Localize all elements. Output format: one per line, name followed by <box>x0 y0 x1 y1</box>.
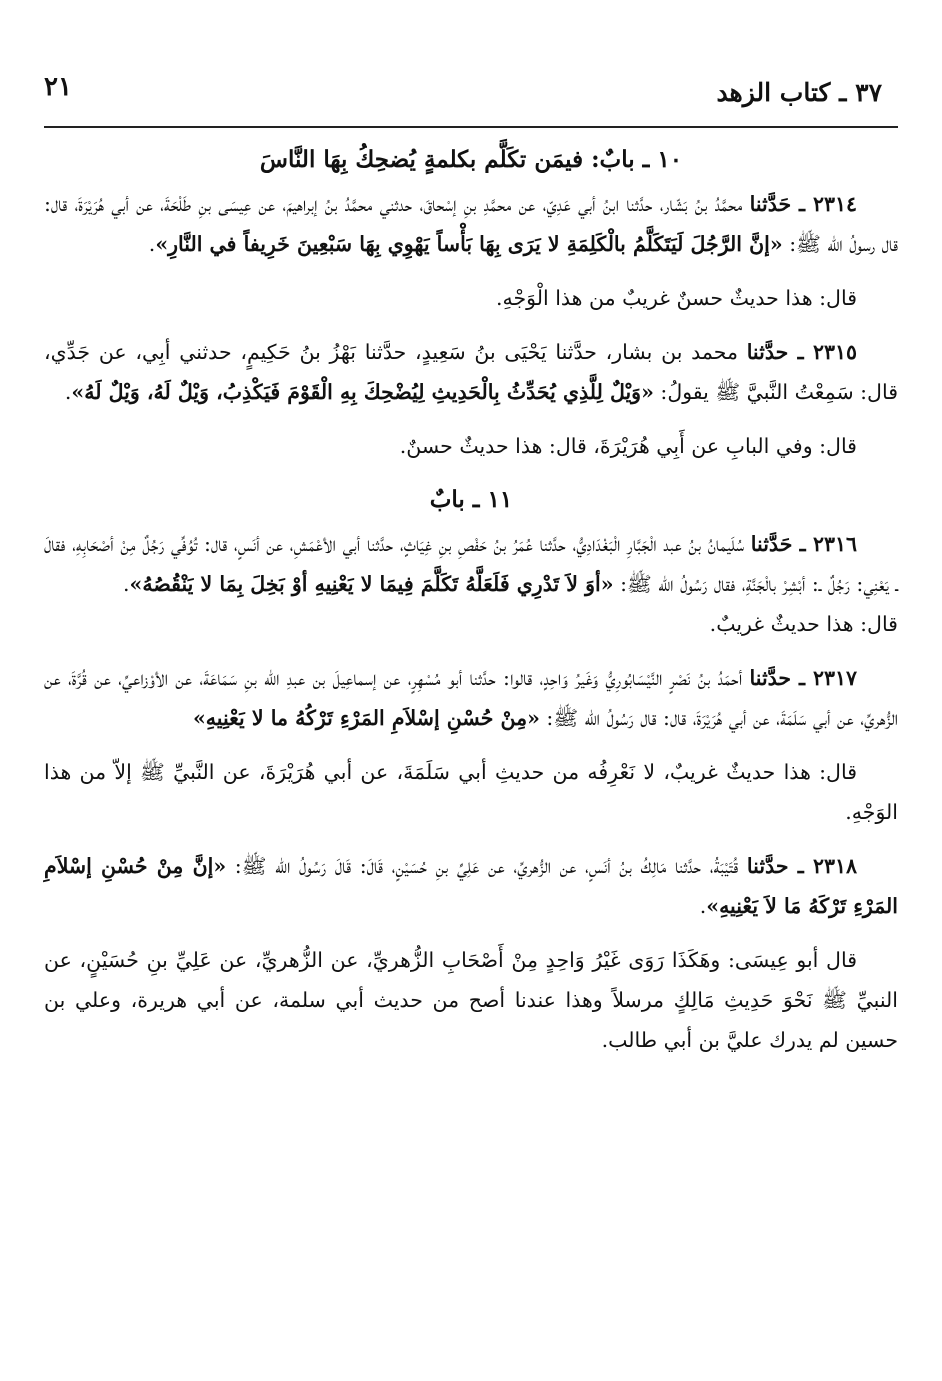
page-number: ٢١ <box>44 72 72 102</box>
hadith-end: . <box>148 232 156 256</box>
hadith-matn: «إنَّ الرَّجُلَ لَيَتَكَلَّمُ بالْكَلِمَةِ لا يَرَى بِهَا بَأْساً يَهْوِي بِهَا سَبْعِينَ خَرِيفاً في النَّارِ» <box>155 232 783 256</box>
hadith-end: . <box>699 894 707 918</box>
hadith-isnad: أحمَدُ بنُ نَصْرٍ النَّيْسَابُورِيُّ وَغَيرُ وَاحِدٍ، قالوا: حدَّثنا أبو مُسْهِرٍ، عن إسماعِيلَ بن عبدِ الله بنِ سَمَاعَةَ، عن الأوْزاعيِّ، عن قُرَّةَ، عن الزُّهريِّ، عن أبي سَلَمَةَ، عن أبي هُرَيْرَةَ، قال: قال رَسُولُ الله ﷺ: <box>44 666 898 730</box>
hadith-end: . <box>64 380 72 404</box>
hadith-2314 <box>44 184 898 264</box>
hadith-number: ٢٣١٤ ـ حَدَّثنا <box>749 192 857 216</box>
hadith-isnad: محمد بن بشار، حدَّثنا يَحْيَى بنُ سَعِيدٍ، حدَّثنا بَهْزُ بنُ حَكِيمٍ، حدثني أبِي، عن جَدِّي، قال: سَمِعْتُ النَّبيَّ ﷺ يقولُ: <box>44 340 898 404</box>
hadith-number: ٢٣١٨ ـ حدَّثنا <box>746 854 857 878</box>
hadith-2318-note: قال أبو عِيسَى: وهَكَذَا رَوَى غَيْرُ وَاحِدٍ مِنْ أَصْحَابِ الزُّهريِّ، عن الزُّهريِّ، عن عَلِيِّ بنِ حُسَيْنٍ، عن النبيِّ ﷺ نَحْوَ حَدِيثِ مَالِكٍ مرسلاً وهذا عندنا أصح من حديث أبي سلمة، عن أبي هريرة، وعلي بن حسين لم يدرك عليَّ بن أبي طالب. <box>44 948 898 1052</box>
hadith-2317 <box>44 658 898 738</box>
hadith-2315-note: قال: وفي البابِ عن أَبِي هُرَيْرَةَ، قال: هذا حديثٌ حسنٌ. <box>399 434 857 458</box>
hadith-2318 <box>44 846 898 926</box>
hadith-2314-note: قال: هذا حديثٌ حسنٌ غريبٌ من هذا الْوَجْهِ. <box>496 286 857 310</box>
hadith-isnad: قُتَيْبَةُ، حدَّثنا مَالِكُ بنُ أنَسٍ، عن الزُّهريِّ، عن عَلِيِّ بنِ حُسَيْنٍ، قَالَ: قَالَ رَسُولُ الله ﷺ: <box>226 854 747 878</box>
chapter-heading-10: ١٠ ـ بابٌ: فيمَن تكَلَّم بكلمةٍ يُضحِكُ بِهَا النَّاسَ <box>259 146 683 173</box>
hadith-matn: «إنَّ مِنْ حُسْنِ إسْلاَمِ المَرْءِ تَرْكَهُ مَا لاَ يَعْنِيهِ» <box>44 854 898 918</box>
hadith-isnad: محمَّدُ بنُ بَشّار، حدَّثنا ابنُ أبي عَدِيّ، عن محمَّدِ بنِ إسْحاقَ، حدثني محمَّدُ بنُ إبراهيمَ، عن عِيسَى بنِ طَلْحَةَ، عن أبي هُرَيْرَةَ، قال: قال رسولُ الله ﷺ: <box>44 192 898 256</box>
hadith-2317-note: قال: هذا حديثٌ غريبٌ، لا نَعْرِفُه من حديثِ أبي سَلَمَةَ، عن أبي هُرَيْرَةَ، عن النَّبيِّ ﷺ إلاّ من هذا الوَجْهِ. <box>44 760 898 824</box>
hadith-matn: «مِنْ حُسْنِ إسْلاَمِ المَرْءِ تَرْكُهُ ما لا يَعْنِيهِ» <box>192 706 540 730</box>
hadith-2316 <box>44 524 898 604</box>
hadith-2315 <box>44 332 898 412</box>
hadith-2316-note: قال: هذا حديثٌ غريبٌ. <box>709 612 898 636</box>
hadith-end: . <box>123 572 130 596</box>
page-body <box>44 140 898 1074</box>
hadith-number: ٢٣١٥ ـ حدَّثنا <box>746 340 857 364</box>
running-head-title: ٣٧ ـ كتاب الزهد <box>716 78 882 107</box>
header-rule <box>44 126 898 128</box>
chapter-heading-11: ١١ ـ بابٌ <box>429 486 513 513</box>
hadith-matn: «أوَ لاَ تَدْرِي فَلَعَلَّهُ تَكَلَّمَ فِيمَا لا يَعْنِيهِ أوْ بَخِلَ بِمَا لا يَنْقُصُهُ» <box>129 572 614 596</box>
hadith-matn: «وَيْلٌ لِلَّذِي يُحَدِّثُ بِالْحَدِيثِ لِيُضْحِكَ بِهِ الْقَوْمَ فَيَكْذِبُ، وَيْلٌ لَهُ، وَيْلٌ لَهُ» <box>71 380 654 404</box>
hadith-isnad: سُلَيمانُ بنُ عبد الْجَبَّارِ الْبَغْدَادِيُّ، حدَّثنا عُمَرُ بنُ حَفْصِ بنِ غِيَاثٍ، حدَّثنا أبي الأعْمَشِ، عن أنَسٍ، قال: تُوُفِّي رَجُلٌ مِنْ أصْحَابِهِ، فقالَ ـ يَعْنِي: رَجُلٌ ـ: أبْشِرْ بالْجَنَّةِ، فقال رَسُولُ الله ﷺ: <box>44 532 898 596</box>
hadith-number: ٢٣١٧ ـ حدَّثنا <box>749 666 857 690</box>
hadith-number: ٢٣١٦ ـ حَدَّثنا <box>750 532 857 556</box>
